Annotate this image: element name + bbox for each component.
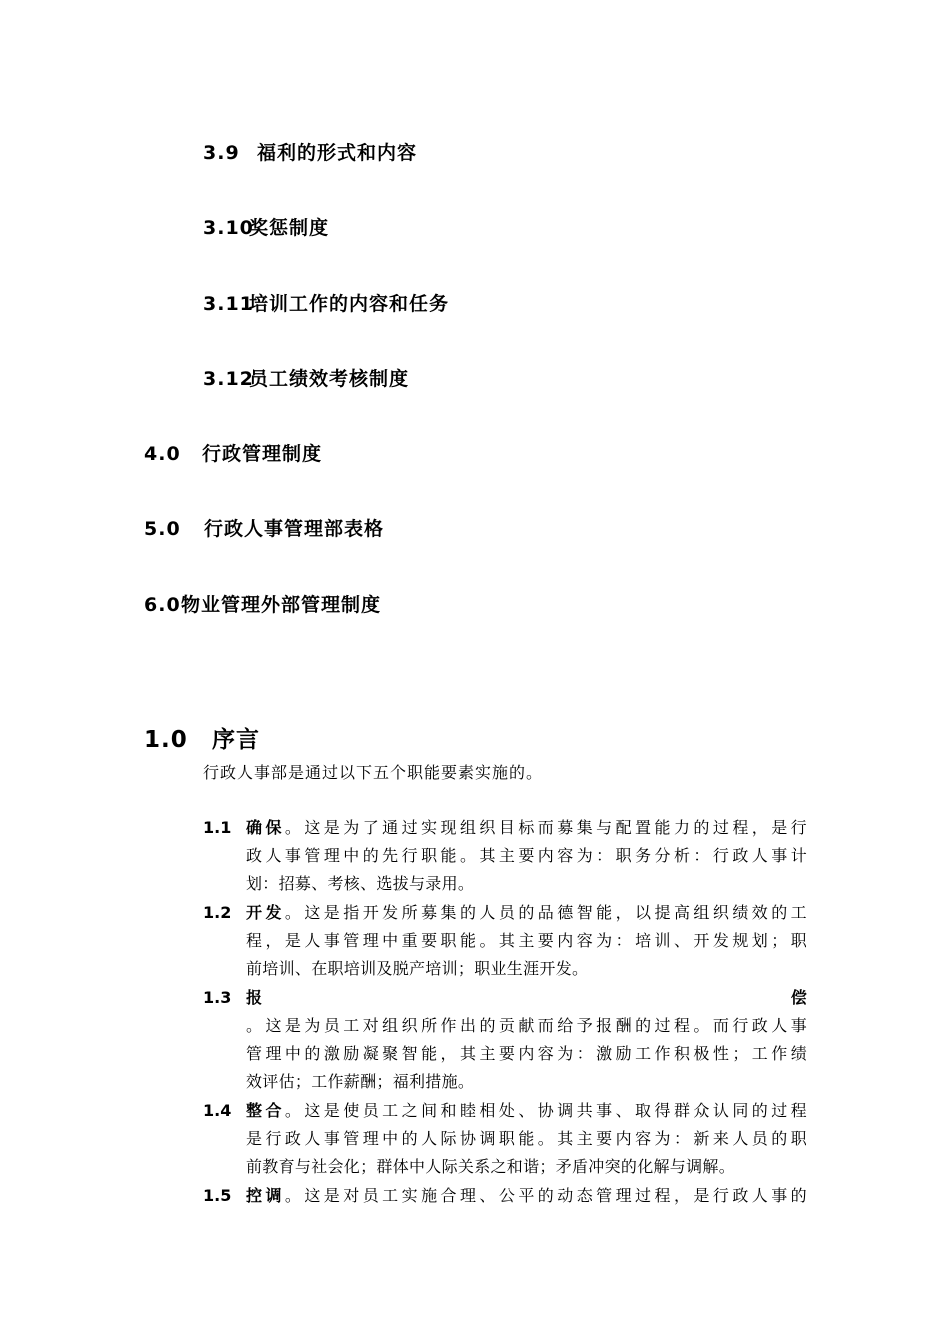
item-line: 前培训、在职培训及脱产培训；职业生涯开发。 — [246, 959, 589, 978]
toc-entry-5-0 — [144, 514, 384, 541]
section-title: 序言 — [212, 727, 260, 753]
toc-number: 4.0 — [144, 443, 181, 465]
item-keyword: 开发 — [246, 903, 285, 922]
item-line: 效评估；工作薪酬；福利措施。 — [246, 1072, 475, 1091]
item-line: 前教育与社会化；群体中人际关系之和谐；矛盾冲突的化解与调解。 — [246, 1157, 736, 1176]
toc-title: 奖惩制度 — [249, 217, 330, 239]
toc-title: 行政管理制度 — [202, 443, 323, 465]
item-number: 1.5 — [203, 1186, 232, 1205]
section-number: 1.0 — [144, 727, 188, 753]
toc-entry-3-10 — [203, 213, 329, 240]
toc-number: 3.12 — [203, 368, 254, 390]
item-line: 是行政人事管理中的人际协调职能。其主要内容为：新来人员的职 — [246, 1129, 807, 1148]
toc-number: 6.0 — [144, 594, 181, 616]
item-number: 1.1 — [203, 818, 232, 837]
item-line: 划：招募、考核、选拔与录用。 — [246, 874, 475, 893]
item-text: 。这是使员工之间和睦相处、协调共事、取得群众认同的过程 — [284, 1101, 807, 1120]
toc-number: 3.11 — [203, 293, 254, 315]
toc-entry-3-9 — [203, 138, 417, 165]
item-line — [246, 899, 807, 927]
item-line: 管理中的激励凝聚智能，其主要内容为：激励工作积极性；工作绩 — [246, 1044, 807, 1063]
item-number: 1.3 — [203, 988, 232, 1007]
list-item — [203, 1182, 807, 1210]
item-text: 。这是为了通过实现组织目标而募集与配置能力的过程，是行 — [284, 818, 807, 837]
list-item — [203, 984, 807, 1096]
toc-entry-3-11 — [203, 289, 449, 316]
item-text: 。这是指开发所募集的人员的品德智能，以提高组织绩效的工 — [284, 903, 807, 922]
toc-number: 3.10 — [203, 217, 254, 239]
item-keyword: 整合 — [246, 1101, 285, 1120]
section-intro: 行政人事部是通过以下五个职能要素实施的。 — [203, 763, 544, 782]
toc-title: 员工绩效考核制度 — [249, 368, 410, 390]
item-keyword: 控调 — [246, 1186, 285, 1205]
toc-title: 物业管理外部管理制度 — [181, 594, 382, 616]
toc-entry-6-0 — [144, 590, 381, 617]
item-line: 。这是为员工对组织所作出的贡献而给予报酬的过程。而行政人事 — [246, 1016, 807, 1035]
item-number: 1.4 — [203, 1101, 232, 1120]
item-line — [246, 984, 807, 1012]
list-item — [203, 1097, 807, 1181]
item-line — [246, 1097, 807, 1125]
item-keyword: 偿 — [790, 988, 807, 1007]
section-heading — [144, 721, 260, 754]
toc-title: 福利的形式和内容 — [257, 142, 418, 164]
list-item — [203, 899, 807, 983]
toc-number: 5.0 — [144, 518, 181, 540]
list-item — [203, 814, 807, 898]
toc-entry-3-12 — [203, 364, 409, 391]
toc-title: 培训工作的内容和任务 — [249, 293, 450, 315]
item-line: 程，是人事管理中重要职能。其主要内容为：培训、开发规划；职 — [246, 931, 807, 950]
toc-title: 行政人事管理部表格 — [204, 518, 385, 540]
item-line — [246, 1182, 807, 1210]
item-keyword: 报 — [246, 988, 263, 1007]
item-keyword: 确保 — [246, 818, 285, 837]
toc-entry-4-0 — [144, 439, 322, 466]
toc-number: 3.9 — [203, 142, 240, 164]
item-text: 。这是对员工实施合理、公平的动态管理过程，是行政人事的 — [284, 1186, 807, 1205]
item-line: 政人事管理中的先行职能。其主要内容为：职务分析：行政人事计 — [246, 846, 807, 865]
item-number: 1.2 — [203, 903, 232, 922]
item-line — [246, 814, 807, 842]
